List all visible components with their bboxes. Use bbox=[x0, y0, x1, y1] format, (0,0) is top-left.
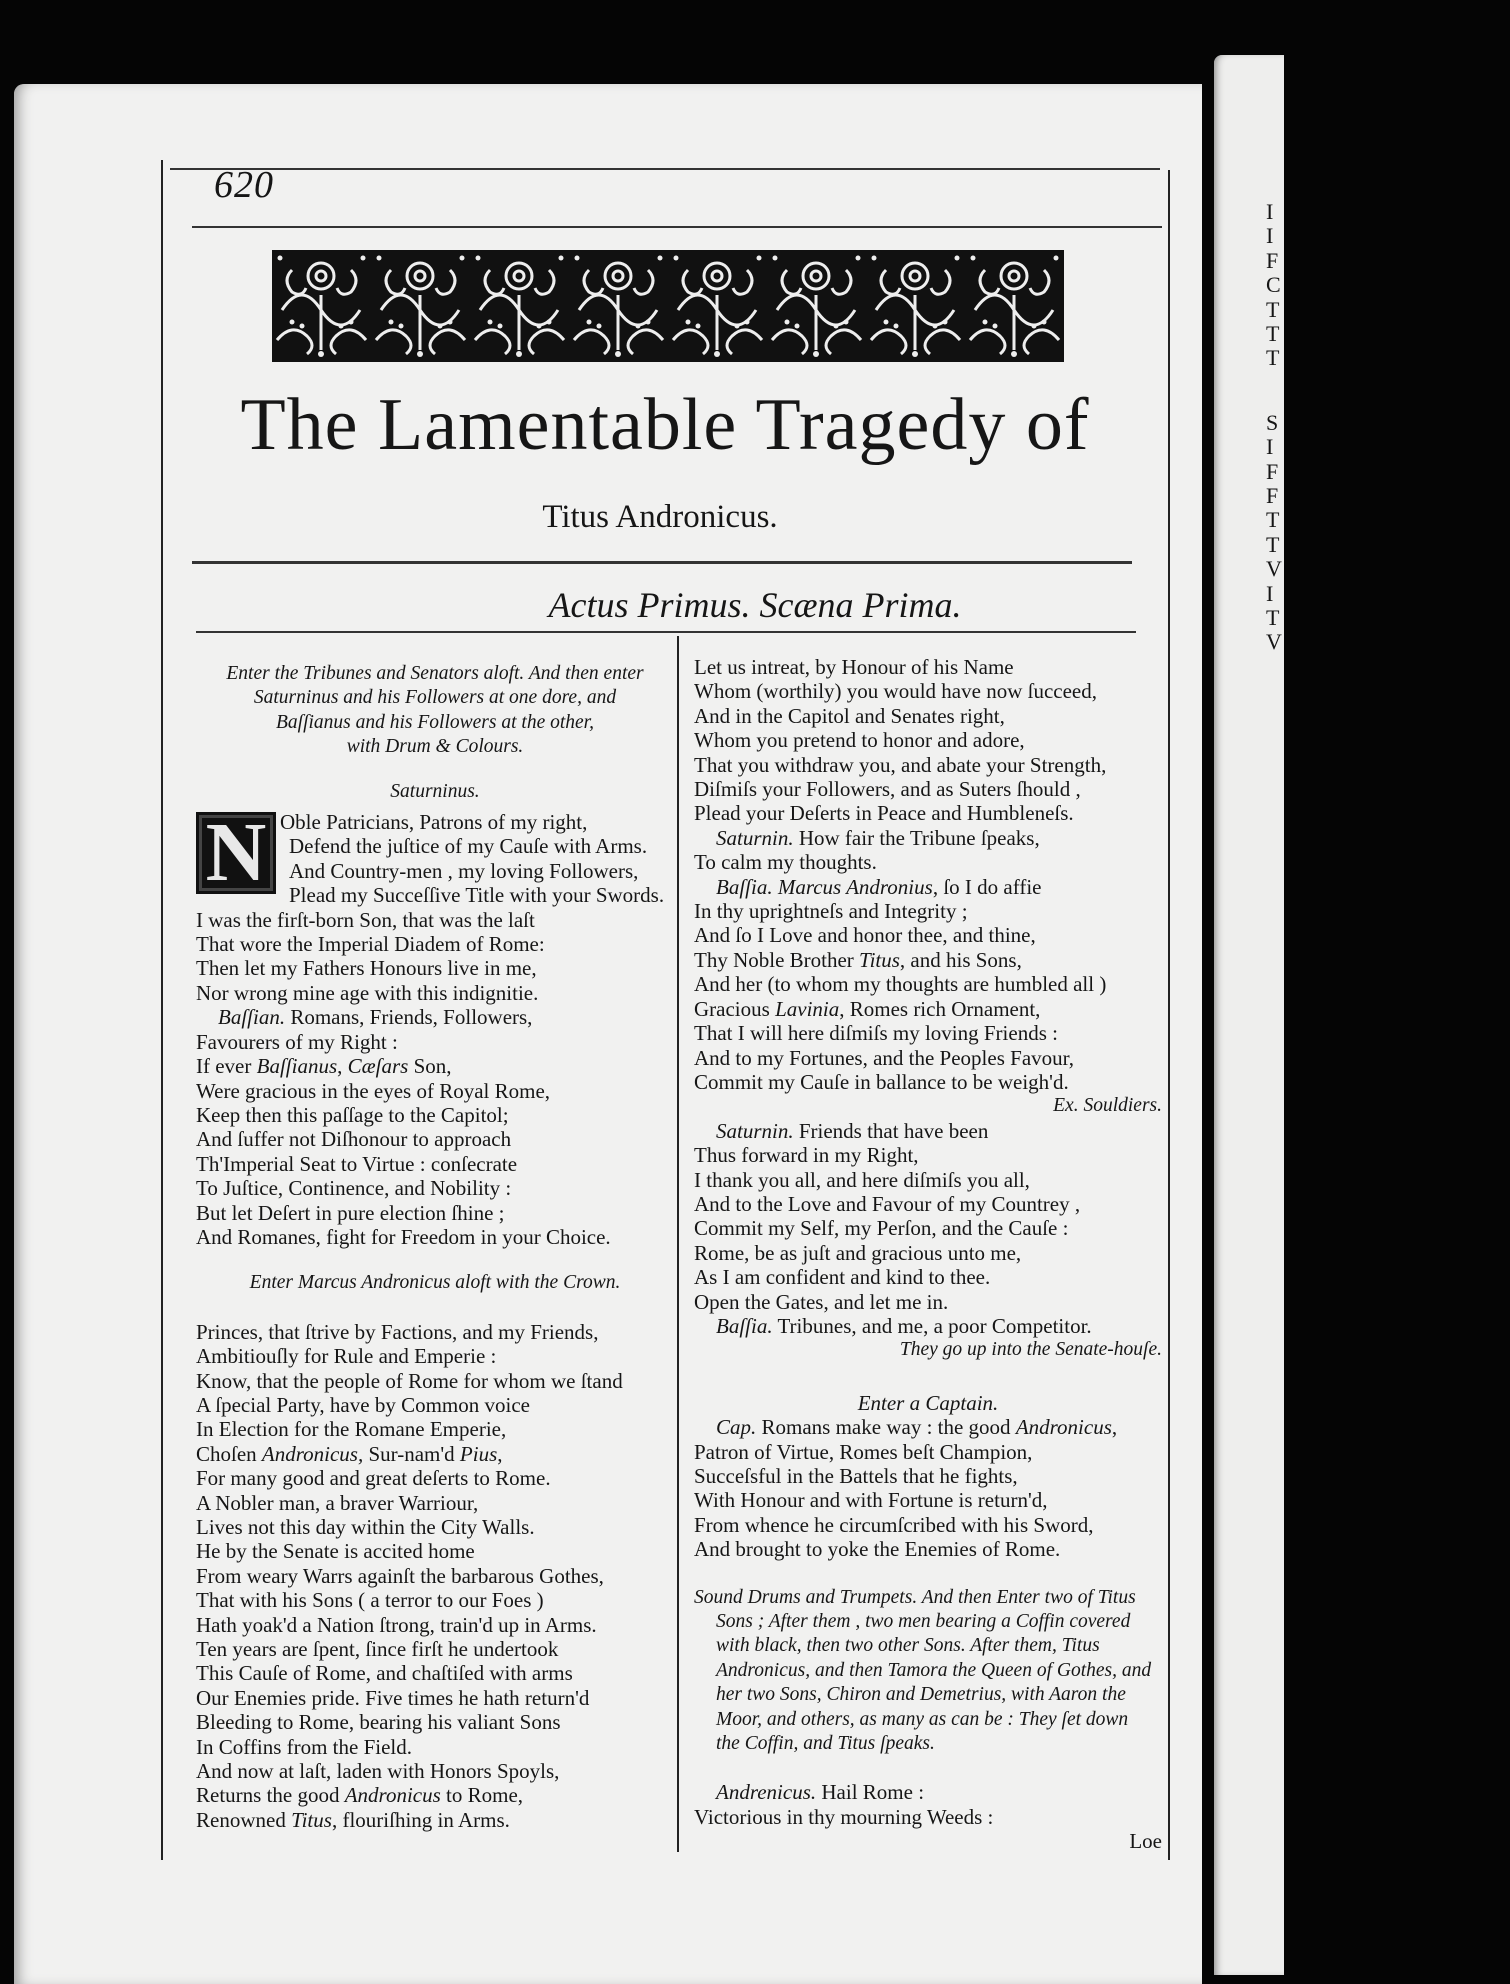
text-line bbox=[196, 1808, 674, 1832]
text-line bbox=[196, 1103, 674, 1127]
text-line bbox=[196, 780, 674, 804]
left-column bbox=[196, 662, 674, 1832]
text: , and his Sons, bbox=[899, 947, 1022, 972]
text: Defend the juſtice of my Cauſe with Arms. bbox=[289, 834, 648, 859]
text: , bbox=[497, 1441, 503, 1466]
text-line bbox=[694, 704, 1162, 728]
ornamental-headpiece bbox=[272, 250, 1064, 362]
text-line bbox=[694, 1440, 1162, 1464]
text-line bbox=[196, 1442, 674, 1466]
text-line bbox=[694, 1143, 1162, 1167]
italic-text: Andronicus bbox=[344, 1783, 441, 1808]
text: Nor wrong mine age with this indignitie. bbox=[196, 980, 539, 1005]
verse-block bbox=[694, 1391, 1162, 1562]
text: Th'Imperial Seat to Virtue : conſecrate bbox=[196, 1151, 518, 1176]
page-number: 620 bbox=[214, 164, 274, 206]
text: Plead your Deſerts in Peace and Humbleneſs. bbox=[694, 801, 1074, 826]
text-line bbox=[694, 1464, 1162, 1488]
text: And ſo I Love and honor thee, and thine, bbox=[694, 923, 1036, 948]
text-line bbox=[694, 1659, 1162, 1683]
speech-line bbox=[196, 1005, 674, 1029]
text: Thy Noble Brother bbox=[694, 947, 860, 972]
text: That wore the Imperial Diadem of Rome: bbox=[196, 932, 545, 957]
text-line bbox=[694, 1488, 1162, 1512]
title-rule bbox=[192, 561, 1132, 564]
text-line bbox=[694, 1265, 1162, 1289]
text: Enter the Tribunes and Senators aloft. And then enter bbox=[226, 663, 644, 684]
adjacent-page-letter: V bbox=[1266, 556, 1282, 582]
text: to Rome, bbox=[440, 1783, 524, 1808]
text-line bbox=[196, 1344, 674, 1368]
speech-line bbox=[694, 826, 1162, 850]
text-line bbox=[694, 1537, 1162, 1561]
text: And brought to yoke the Enemies of Rome. bbox=[694, 1537, 1061, 1562]
text-line bbox=[694, 801, 1162, 825]
stage-exit-line bbox=[694, 1338, 1162, 1362]
text: Moor, and others, as many as can be : They ſet down bbox=[716, 1708, 1129, 1730]
text-line bbox=[694, 1634, 1162, 1658]
text-line bbox=[694, 1216, 1162, 1240]
text: Victorious in thy mourning Weeds : bbox=[694, 1804, 994, 1829]
text: From whence he circumſcribed with his Sword, bbox=[694, 1512, 1094, 1537]
text-line bbox=[694, 655, 1162, 679]
verse-block bbox=[694, 1780, 1162, 1853]
text-line bbox=[196, 981, 674, 1005]
text: And in the Capitol and Senates right, bbox=[694, 703, 1005, 728]
text: , bbox=[337, 1054, 348, 1079]
text: the Coffin, and Titus ſpeaks. bbox=[716, 1733, 935, 1755]
scene-label: Scæna Prima. bbox=[759, 585, 962, 625]
adjacent-page-letter: C bbox=[1266, 272, 1281, 298]
adjacent-page-letter: V bbox=[1266, 629, 1282, 655]
text: Whom (worthily) you would have now ſucceed, bbox=[694, 679, 1097, 704]
text: , Romes rich Ornament, bbox=[839, 996, 1041, 1021]
text-line bbox=[196, 1637, 674, 1661]
text-line bbox=[694, 899, 1162, 923]
text: They go up into the Senate-houſe. bbox=[899, 1339, 1162, 1361]
text-line bbox=[196, 1783, 674, 1807]
text-line bbox=[694, 1168, 1162, 1192]
text: I thank you all, and here diſmiſs you all, bbox=[694, 1167, 1030, 1192]
text: Ambitiouſly for Rule and Emperie : bbox=[196, 1344, 497, 1369]
text: Diſmiſs your Followers, and as Suters ſhould , bbox=[694, 777, 1081, 802]
speech-line bbox=[694, 1780, 1162, 1804]
verse-block bbox=[694, 655, 1162, 1363]
text-line bbox=[196, 1271, 674, 1295]
text-line bbox=[196, 1466, 674, 1490]
text-line bbox=[694, 1513, 1162, 1537]
text: Baſſianus and his Followers at the other, bbox=[276, 711, 594, 733]
act-label: Actus Primus. bbox=[548, 585, 751, 625]
text: Choſen bbox=[196, 1441, 262, 1466]
italic-text: Cæſars bbox=[347, 1054, 409, 1079]
italic-text: Andrenicus. bbox=[716, 1780, 817, 1805]
stage-direction bbox=[196, 662, 674, 760]
text: A ſpecial Party, have by Common voice bbox=[196, 1392, 530, 1417]
italic-text: Baſſianus bbox=[256, 1054, 338, 1079]
italic-text: Titus bbox=[859, 947, 900, 972]
text: Hath yoak'd a Nation ſtrong, train'd up in Arms. bbox=[196, 1612, 597, 1637]
text: Lives not this day within the City Walls. bbox=[196, 1515, 535, 1539]
text-line bbox=[196, 1152, 674, 1176]
text-line bbox=[196, 1491, 674, 1515]
text-line bbox=[694, 1021, 1162, 1045]
text-line bbox=[694, 1683, 1162, 1707]
text: Enter Marcus Andronicus aloft with the Crown. bbox=[249, 1272, 621, 1294]
text: Favourers of my Right : bbox=[196, 1029, 398, 1054]
italic-text: Pius bbox=[459, 1441, 498, 1466]
text-line bbox=[196, 956, 674, 980]
verse-block bbox=[196, 1320, 674, 1833]
header-rule bbox=[192, 226, 1162, 228]
text: Patron of Virtue, Romes beſt Champion, bbox=[694, 1439, 1033, 1464]
text: Loe bbox=[1129, 1829, 1162, 1854]
text: Gracious bbox=[694, 996, 776, 1021]
italic-text: Lavinia bbox=[775, 996, 840, 1021]
adjacent-page-letter: I bbox=[1266, 434, 1274, 460]
text-line bbox=[694, 1070, 1162, 1094]
stage-direction bbox=[196, 1271, 674, 1295]
text: As I am confident and kind to thee. bbox=[694, 1265, 991, 1290]
text: And ſuffer not Diſhonour to approach bbox=[196, 1127, 512, 1152]
text: And now at laſt, laden with Honors Spoyls, bbox=[196, 1759, 560, 1784]
text: Know, that the people of Rome for whom we ſtand bbox=[196, 1368, 623, 1393]
adjacent-page-letter: F bbox=[1266, 458, 1279, 484]
text: , bbox=[1111, 1415, 1118, 1440]
text: her two Sons, Chiron and Demetrius, with Aaron the bbox=[716, 1684, 1126, 1706]
text: Bleeding to Rome, bearing his valiant Sons bbox=[196, 1710, 561, 1735]
text: Romans, Friends, Followers, bbox=[285, 1005, 533, 1030]
text: Ten years are ſpent, ſince firſt he undertook bbox=[196, 1637, 559, 1662]
text-line bbox=[196, 711, 674, 735]
text: From weary Warrs againſt the barbarous Gothes, bbox=[196, 1563, 604, 1588]
text: Saturninus and his Followers at one dore, and bbox=[253, 687, 617, 709]
text-line bbox=[196, 908, 674, 932]
text-line bbox=[694, 948, 1162, 972]
speech-line bbox=[694, 1415, 1162, 1439]
italic-text: Baſſia. Marcus Andronius bbox=[716, 874, 933, 899]
text-line bbox=[196, 1515, 674, 1539]
top-rule bbox=[170, 168, 1160, 170]
text-line bbox=[196, 686, 674, 710]
stage-direction bbox=[694, 1586, 1162, 1757]
adjacent-page-letter: T bbox=[1266, 531, 1280, 557]
text-line bbox=[196, 1588, 674, 1612]
text: That you withdraw you, and abate your Strength, bbox=[694, 752, 1107, 777]
text: And Country-men , my loving Followers, bbox=[289, 858, 639, 883]
adjacent-page-letter: T bbox=[1266, 321, 1280, 346]
text: Sons ; After them , two men bearing a Coffin covered bbox=[716, 1611, 1131, 1633]
italic-text: Baſſian. bbox=[218, 1005, 286, 1030]
text: Commit my Cauſe in ballance to be weigh'd. bbox=[694, 1069, 1069, 1094]
text-line bbox=[196, 1320, 674, 1344]
text: with Drum & Colours. bbox=[346, 736, 524, 758]
adjacent-page-letter: F bbox=[1266, 483, 1279, 508]
adjacent-page-letter: I bbox=[1266, 199, 1274, 224]
text-line bbox=[694, 1805, 1162, 1829]
text-line bbox=[694, 1732, 1162, 1756]
text-line bbox=[196, 1735, 674, 1759]
play-title: The Lamentable Tragedy of bbox=[240, 384, 1090, 466]
text-line bbox=[694, 1046, 1162, 1070]
speech-line bbox=[694, 875, 1162, 899]
text: Renowned bbox=[196, 1807, 292, 1832]
italic-text: Titus bbox=[291, 1807, 332, 1832]
text: Let us intreat, by Honour of his Name bbox=[694, 655, 1014, 679]
text: , ſo I do affie bbox=[932, 874, 1042, 899]
text: But let Deſert in pure election ſhine ; bbox=[196, 1200, 505, 1225]
text: with black, then two other Sons. After them, Titus bbox=[716, 1635, 1100, 1657]
text: If ever bbox=[196, 1054, 257, 1079]
text-line bbox=[196, 1686, 674, 1710]
text-line bbox=[694, 1290, 1162, 1314]
text: How fair the Tribune ſpeaks, bbox=[793, 825, 1040, 850]
text: With Honour and with Fortune is return'd, bbox=[694, 1488, 1048, 1513]
text: Tribunes, and me, a poor Competitor. bbox=[772, 1313, 1092, 1338]
speech-line bbox=[694, 1314, 1162, 1338]
text-line bbox=[196, 1417, 674, 1441]
text: Hail Rome : bbox=[816, 1780, 925, 1805]
text-line bbox=[196, 1539, 674, 1563]
text-line bbox=[694, 1391, 1162, 1415]
text: Sur-nam'd bbox=[363, 1441, 460, 1466]
text: For many good and great deſerts to Rome. bbox=[196, 1466, 551, 1491]
text: In thy uprightneſs and Integrity ; bbox=[694, 899, 968, 924]
text: I was the firſt-born Son, that was the laſt bbox=[196, 907, 535, 932]
text-line bbox=[196, 1127, 674, 1151]
text: Princes, that ſtrive by Factions, and my Friends, bbox=[196, 1319, 599, 1344]
text-line bbox=[196, 1661, 674, 1685]
adjacent-page-letter: I bbox=[1266, 580, 1274, 606]
text-line bbox=[196, 1079, 674, 1103]
text-line bbox=[694, 1586, 1162, 1610]
text: Were gracious in the eyes of Royal Rome, bbox=[196, 1078, 551, 1103]
text: Rome, be as juſt and gracious unto me, bbox=[694, 1240, 1022, 1265]
text: That with his Sons ( a terror to our Foes ) bbox=[196, 1588, 544, 1613]
text-line bbox=[196, 1369, 674, 1393]
text: Saturninus. bbox=[390, 780, 480, 802]
speaker-heading bbox=[196, 780, 674, 804]
text-line bbox=[694, 1192, 1162, 1216]
text-line bbox=[694, 923, 1162, 947]
text: To calm my thoughts. bbox=[694, 850, 877, 875]
drop-cap-initial: N bbox=[196, 812, 276, 894]
text: To Juſtice, Continence, and Nobility : bbox=[196, 1176, 512, 1201]
column-divider bbox=[677, 636, 679, 1852]
text-line bbox=[694, 972, 1162, 996]
text: Thus forward in my Right, bbox=[694, 1143, 919, 1168]
speech-line bbox=[694, 1119, 1162, 1143]
text-line bbox=[694, 753, 1162, 777]
text-line bbox=[196, 1201, 674, 1225]
text: Succeſsful in the Battels that he fights, bbox=[694, 1464, 1018, 1488]
text: In Coffins from the Field. bbox=[196, 1734, 413, 1759]
text: This Cauſe of Rome, and chaſtiſed with arms bbox=[196, 1661, 573, 1686]
play-subtitle: Titus Andronicus. bbox=[542, 499, 778, 535]
text: Open the Gates, and let me in. bbox=[694, 1289, 949, 1314]
italic-text: Baſſia. bbox=[716, 1313, 773, 1338]
text-line bbox=[694, 728, 1162, 752]
italic-text: Saturnin. bbox=[716, 825, 794, 850]
text: Keep then this paſſage to the Capitol; bbox=[196, 1102, 509, 1127]
text: Ex. Souldiers. bbox=[1053, 1095, 1162, 1117]
right-column bbox=[694, 655, 1162, 1854]
text-line bbox=[694, 1829, 1162, 1853]
adjacent-page-letter: T bbox=[1266, 605, 1280, 630]
adjacent-page-letter: T bbox=[1266, 345, 1280, 371]
text: Commit my Self, my Perſon, and the Cauſe : bbox=[694, 1216, 1069, 1241]
verse-block bbox=[196, 806, 674, 1249]
text: And her (to whom my thoughts are humbled all ) bbox=[694, 972, 1107, 997]
text: Then let my Fathers Honours live in me, bbox=[196, 956, 537, 981]
text: And Romanes, fight for Freedom in your Choice. bbox=[196, 1224, 611, 1249]
adjacent-page-letter: F bbox=[1266, 247, 1279, 273]
text: Andronicus, and then Tamora the Queen of Gothes, and bbox=[716, 1659, 1152, 1681]
adjacent-page-letter: T bbox=[1266, 507, 1280, 533]
text-line bbox=[694, 679, 1162, 703]
text: Oble Patricians, Patrons of my right, bbox=[280, 810, 588, 835]
text: That I will here diſmiſs my loving Friends : bbox=[694, 1021, 1058, 1046]
text: In Election for the Romane Emperie, bbox=[196, 1417, 507, 1442]
text: And to the Love and Favour of my Countrey , bbox=[694, 1191, 1081, 1216]
text-line bbox=[196, 1759, 674, 1783]
text-line bbox=[196, 1176, 674, 1200]
adjacent-page-letter: S bbox=[1266, 409, 1279, 435]
text-line bbox=[694, 1708, 1162, 1732]
text-line bbox=[196, 1225, 674, 1249]
adjacent-page-letter: I bbox=[1266, 223, 1274, 249]
text-line bbox=[694, 777, 1162, 801]
text-line bbox=[694, 1241, 1162, 1265]
text: Our Enemies pride. Five times he hath return'd bbox=[196, 1685, 590, 1710]
text: , flouriſhing in Arms. bbox=[331, 1807, 510, 1832]
text-line bbox=[196, 735, 674, 759]
act-scene-heading bbox=[0, 580, 1510, 627]
text: Friends that have been bbox=[793, 1118, 989, 1143]
adjacent-page-letter: T bbox=[1266, 296, 1280, 322]
italic-text: Enter a Captain. bbox=[857, 1390, 999, 1415]
text: Son, bbox=[408, 1054, 452, 1079]
text: A Nobler man, a braver Warriour, bbox=[196, 1490, 479, 1515]
text-line bbox=[196, 932, 674, 956]
text: He by the Senate is accited home bbox=[196, 1539, 475, 1564]
text: Plead my Succeſſive Title with your Swords. bbox=[289, 883, 665, 908]
text-line bbox=[694, 850, 1162, 874]
text-line bbox=[196, 1564, 674, 1588]
text-line bbox=[196, 1393, 674, 1417]
italic-text: Cap. bbox=[716, 1415, 757, 1440]
text: Whom you pretend to honor and adore, bbox=[694, 728, 1025, 753]
text-line bbox=[196, 1710, 674, 1734]
text-line bbox=[196, 1054, 674, 1078]
text: And to my Fortunes, and the Peoples Favour, bbox=[694, 1045, 1075, 1070]
text-line bbox=[196, 1030, 674, 1054]
text: Romans make way : the good bbox=[756, 1415, 1016, 1440]
italic-text: Andronicus, bbox=[261, 1441, 364, 1466]
text: Sound Drums and Trumpets. And then Enter two of Titus bbox=[694, 1586, 1136, 1608]
text: Returns the good bbox=[196, 1783, 345, 1808]
italic-text: Andronicus bbox=[1015, 1415, 1112, 1440]
text-line bbox=[196, 662, 674, 686]
text-line bbox=[196, 1613, 674, 1637]
stage-exit-line bbox=[694, 1094, 1162, 1118]
italic-text: Saturnin. bbox=[716, 1118, 794, 1143]
text-line bbox=[694, 1610, 1162, 1634]
act-rule bbox=[196, 631, 1136, 633]
text-line bbox=[694, 997, 1162, 1021]
